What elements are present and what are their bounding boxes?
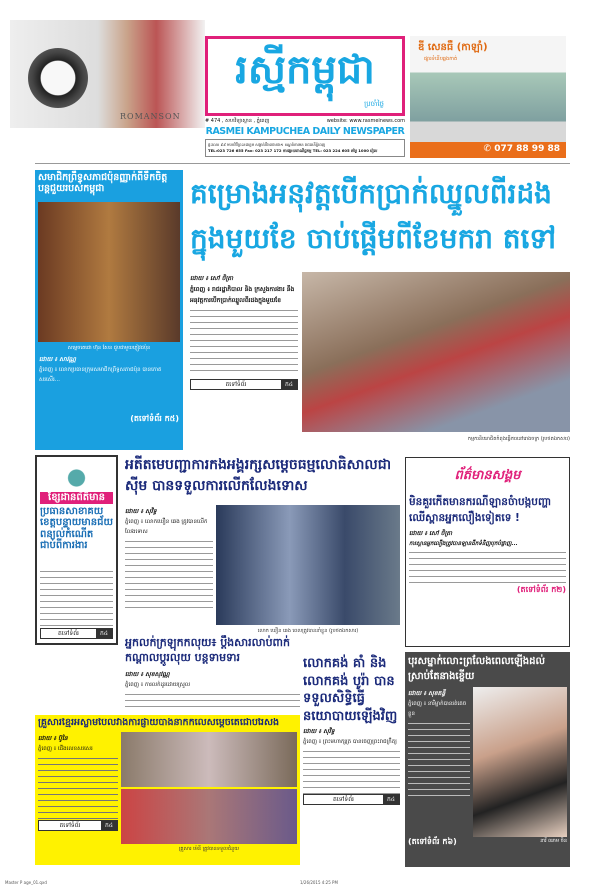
story5-page-ref[interactable] [303,794,400,805]
story3-lines [409,549,566,585]
page-ref-label: តទៅទំព័រ [225,380,247,388]
story6 [405,652,570,867]
ad-subtitle: ផ្សារទំនើបឆ្លងកាត់ [424,56,458,62]
page-ref-number: ក៤ [101,821,117,830]
ad-phone-bar [410,142,566,158]
story7-byline: ដោយ ៖ ប៊ូនៃ [38,734,68,742]
side-story-body: ភ្នំពេញ ៖ លោកប្រធានក្រុមសមាជិកព្រឹទ្ធសភាជប៉ុន បានកោតសរសើរ... [39,367,162,383]
page-ref-number: ក៤ [383,795,399,804]
page-ref-label: តទៅទំព័រ [59,821,81,829]
news-brief-label: ខ្សែដានព័ត៌មាន [40,492,113,504]
lead-headline [190,172,575,262]
story6-continue[interactable]: (តទៅទំព័រ ក៦) [408,837,457,846]
story2-byline: ដោយ ៖ សុវិទ្ធ [125,508,157,515]
address: ផ្ទះលេខ ៩៩ មហាវិថីព្រះនរោត្តម សង្កាត់បឹងកេងកង១ ខណ្ឌចំការមន រាជធានីភ្នំពេញ [208,142,326,147]
story7-photo-top [121,732,297,787]
story7-body: ភ្នំពេញ ៖ ជើងលេខសរសេរ [38,745,93,752]
ad-title: ឌី សេនធឺ (កាឡាំ) [418,42,488,53]
masthead-subtitle: ប្រចាំថ្ងៃ [364,100,384,108]
side-story-byline: ដោយ ៖ សាវណ្ណ [39,356,76,363]
news-brief-headline: ប្រធានសាខាគយខេត្តបន្ទាយមានជ័យពន្យល់កំណើតជាប់ពីការងារ [40,505,113,551]
story2-body: ភ្នំពេញ ៖ លោកឃឿន ឆេង ត្រូវបានលើកលែងទោស [125,519,208,535]
story7 [35,715,300,865]
lead-headline-line2: ក្នុងមួយខែ ចាប់ផ្តើមពីខែមករា តទៅ [190,221,557,255]
story4-text [125,668,300,707]
story3-body: ការស្ពានអ្នកលឿងត្រូវបានឡានដឹកទំនិញបុកបំផ្លាញ... [409,540,518,547]
story7-caption: គ្រួសារ ម៉េនី ត្រូវបានទទួលជំនួយ [178,845,240,852]
masthead-title: រស្មីកម្ពុជា [235,47,375,93]
masthead-logo [205,36,405,116]
story6-caption: នារី ឈាម ចិន [540,838,567,845]
story5 [303,655,400,805]
news-brief-page-ref[interactable] [40,628,113,639]
story6-headline: បុរសម្នាក់លោះព្រលែងពេលឡើងដល់ស្រាប់តែនាងខ្ចើយ [408,656,546,682]
story2-text [125,505,213,608]
news-brief [35,455,118,645]
masthead-english: RASMEI KAMPUCHEA DAILY NEWSPAPER [205,126,405,137]
story4-body: ភ្នំពេញ ៖ ការលក់ដូរដោយស្រួល [125,682,191,688]
page-ref-label: តទៅទំព័រ [332,796,354,804]
masthead-info [205,118,405,125]
story2-photo [216,505,400,625]
lead-page-ref[interactable] [190,379,298,390]
side-story-headline: សមាជិកព្រឹទ្ធសភាជប៉ុនញ្ញាក់ពីទឹកចិត្តបន្តជួយរបស់កម្ពុជា [38,172,168,194]
story6-lines [408,720,470,800]
lead-byline: ដោយ ៖ សៅ ចិត្រា [190,275,234,282]
ad-romanson[interactable] [10,20,205,128]
story2-headline: អតីតមេបញ្ជាការកងអង្គរក្សសម្តេចធម្មលោធិសាលជា ស៊ីម បានទទួលការលើកលែងទោស [125,457,392,494]
story7-page-ref[interactable] [38,820,118,831]
side-story [35,170,183,450]
story7-photo-bottom [121,789,297,844]
story5-body: ភ្នំពេញ ៖ ព្រះមហាក្សត្រ បានចេញព្រះរាជក្រឹត្យ [303,739,397,746]
footer-timestamp: 1/26/2015 4:25 PM [300,880,338,885]
lead-caption: កម្មករនិយោជិតកំពុងធ្វើការនៅរោងចក្រ (រូបថតឯកសារ) [467,436,570,442]
story6-photo [473,687,567,837]
lead-photo [302,272,570,432]
story7-lines [38,755,118,820]
phone-icon: ✆ [483,144,495,154]
story3-label: ព័ត៌មានសង្គម [454,468,521,483]
page-ref-number: ក៤ [96,629,112,638]
contact-box [205,139,405,157]
lead-body-lines [190,307,298,375]
news-brief-lines [40,568,113,628]
story4-headline: អ្នកលក់ក្រឡុកកលុយ៖ ប្តឹងសារលាប់ពាក់កណ្តាលប្តូរលុយ បន្តទាមទារ [125,635,300,666]
footer-file: Master P age_01.qxd [5,880,47,885]
story4-lines [125,691,300,707]
news-brief-illustration [40,460,113,490]
story3-byline: ដោយ ៖ សៅ ចិត្រា [409,529,453,537]
story5-lines [303,748,400,794]
phone-line: TEL:023 726 655 Fax: 023 217 172 ការផ្សាយពាណិជ្ជកម្ម TEL: 023 224 605 តម្លៃ 1000 រៀល [208,148,378,154]
ad-phone: 077 88 99 88 [494,144,560,154]
lead-text [190,272,298,390]
story4-byline: ដោយ ៖ សុខសុវណ្ណ [125,671,170,678]
issue-number: # 474 , សហវិទ្យាស្ថាន , ភ្នំពេញ [205,118,270,124]
website-link[interactable]: website: www.rasmeinews.com [326,118,405,124]
story5-headline: លោកគង់ គាំ និង លោកគង់ បូរ៉ា បានទទួលសិទ្ធិធ្វើនយោបាយឡើងវិញ [303,656,398,724]
story2-lines [125,538,213,608]
header-divider [35,163,570,164]
lead-headline-line1: គម្រោងអនុវត្តបើកប្រាក់ឈ្នួលពីរដង [190,177,552,210]
story3 [405,457,570,647]
story6-body: ភ្នំពេញ ៖ នារីម្នាក់បានរត់គេចខ្លួន [408,701,467,717]
story3-headline: មិនគួរកើតមានករណីឡានចំាបង្កបញ្ហាឈើស្ពានអ្នកលឿងទៀតទេ ! [409,496,552,524]
story7-headline: គ្រួសារខ្មែរអីស្លាមប៉ែលវាងការផ្ញាយបាងនាក់កំលើសម្តេចតេជោបំរែសង [38,718,280,728]
side-story-caption: សម្តេចតេជោ ហ៊ុន សែន ជួបជាមួយភ្ញៀវជប៉ុន [67,345,151,351]
page-ref-label: តទៅទំព័រ [57,629,79,637]
side-story-continue[interactable]: (តទៅទំព័រ ក៥) [130,414,179,423]
story6-byline: ដោយ ៖ សុខគន្ធី [408,690,446,697]
story5-byline: ដោយ ៖ សុវិទ្ធ [303,728,335,736]
page-ref-number: ក៤ [281,380,297,389]
side-story-photo [38,202,180,342]
ad-center[interactable] [410,36,566,158]
ad-brand: ROMANSON [120,112,181,121]
story3-continue[interactable]: (តទៅទំព័រ ក២) [516,585,566,595]
lead-body: ភ្នំពេញ ៖ រាជរដ្ឋាភិបាល និង ក្រសួងការងារ នឹងអនុវត្តការបើកប្រាក់ឈ្នួលពីរដងក្នុងមួយខែ [190,286,295,304]
watch-image [28,48,88,108]
story2-caption: លោក ឃឿន ឆេង ពេលត្រូវបាននាំខ្លួន (រូបថតឯកសារ) [257,628,359,634]
